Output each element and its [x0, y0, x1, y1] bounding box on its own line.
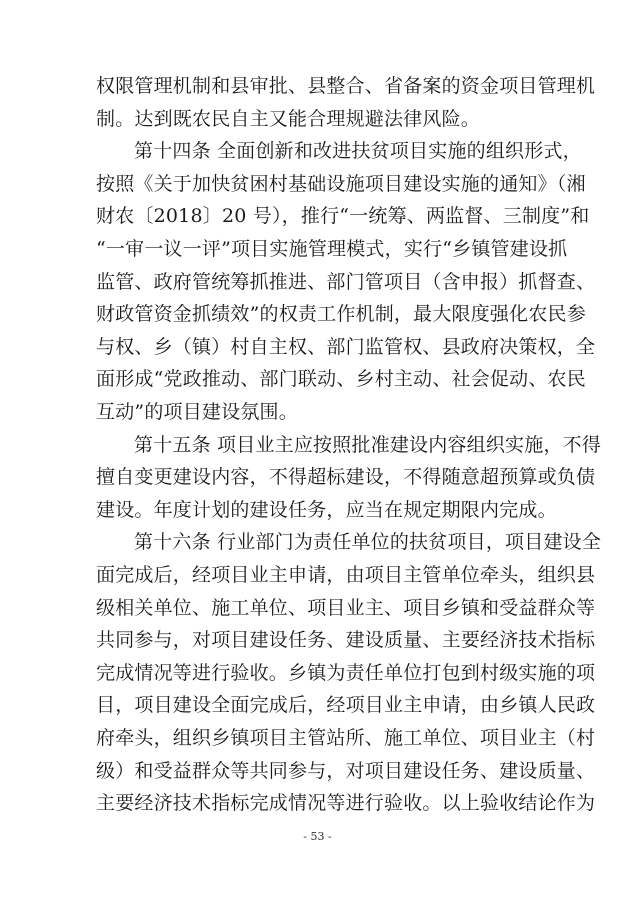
text-line-21: 府牵头，组织乡镇项目主管站所、施工单位、项目业主（村: [96, 727, 596, 749]
text-line-18: 共同参与，对项目建设任务、建设质量、主要经济技术指标: [96, 629, 596, 651]
text-line-12: 第十五条 项目业主应按照批准建设内容组织实施，不得: [134, 434, 602, 456]
text-line-20: 目，项目建设全面完成后，经项目业主申请，由乡镇人民政: [96, 694, 596, 716]
text-line-10: 面形成“党政推动、部门联动、乡村主动、社会促动、农民: [96, 368, 586, 390]
text-line-17: 级相关单位、施工单位、项目业主、项目乡镇和受益群众等: [96, 597, 596, 619]
text-line-19: 完成情况等进行验收。乡镇为责任单位打包到村级实施的项: [96, 662, 596, 684]
text-line-15: 第十六条 行业部门为责任单位的扶贫项目，项目建设全: [134, 531, 602, 553]
text-line-23: 主要经济技术指标完成情况等进行验收。以上验收结论作为: [96, 792, 596, 814]
text-line-2: 制。达到既农民自主又能合理规避法律风险。: [96, 108, 481, 130]
text-line-5: 财农〔2018〕20 号），推行“一统筹、两监督、三制度”和: [96, 205, 590, 227]
text-line-14: 建设。年度计划的建设任务，应当在规定期限内完成。: [96, 499, 557, 521]
text-line-9: 与权、乡（镇）村自主权、部门监管权、县政府决策权，全: [96, 336, 596, 358]
text-line-4: 按照《关于加快贫困村基础设施项目建设实施的通知》（湘: [96, 173, 586, 195]
text-line-11: 互动”的项目建设氛围。: [96, 401, 298, 423]
text-line-1: 权限管理机制和县审批、县整合、省备案的资金项目管理机: [96, 75, 596, 97]
text-line-8: 财政管资金抓绩效”的权责工作机制，最大限度强化农民参: [96, 303, 586, 325]
text-line-22: 级）和受益群众等共同参与，对项目建设任务、建设质量、: [96, 760, 596, 782]
text-line-16: 面完成后，经项目业主申请，由项目主管单位牵头，组织县: [96, 564, 596, 586]
text-line-7: 监管、政府管统筹抓推进、部门管项目（含申报）抓督查、: [96, 271, 596, 293]
text-line-3: 第十四条 全面创新和改进扶贫项目实施的组织形式，: [134, 140, 582, 162]
text-line-6: “一审一议一评”项目实施管理模式，实行“乡镇管建设抓: [96, 238, 568, 260]
page-number: - 53 -: [303, 830, 332, 843]
text-line-13: 擅自变更建设内容，不得超标建设，不得随意超预算或负债: [96, 466, 596, 488]
